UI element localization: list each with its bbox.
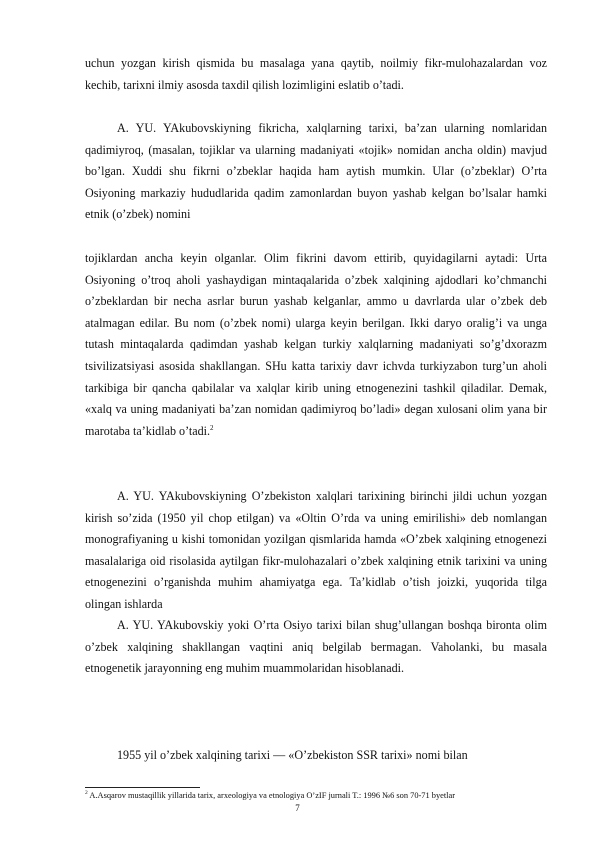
footnote-number: 2 bbox=[85, 790, 88, 797]
paragraph-text: A. YU. YAkubovskiy yoki O’rta Osiyo tarixi bilan shug’ullangan boshqa bironta olim o’zbek xalqining shakllangan vaqtini aniq belgilab bermagan. Vaholanki, bu masala etnogenetik jarayonning eng muhim muammolaridan hisoblanadi. bbox=[85, 618, 547, 676]
paragraph-1955 bbox=[85, 745, 547, 767]
paragraph-text: A. YU. YAkubovskiyning fikricha, xalqlarning tarixi, ba’zan ularning nomlaridan qadimiyroq, (masalan, tojiklar va ularning madaniyati «tojik» nomidan ancha oldin) mavjud bo’lgan. Xuddi shu fikrni o’zbeklar haqida ham aytish mumkin. Ular (o’zbeklar) O’rta Osiyoning markaziy hududlarida qadim zamonlardan buyon yashab kelgan bo’lsalar hamki etnik (o’zbek) nomini bbox=[85, 121, 547, 222]
footnote-divider bbox=[85, 787, 200, 788]
paragraph-text: tojiklardan ancha keyin olganlar. Olim fikrini davom ettirib, quyidagilarni aytadi: Urta Osiyoning o’troq aholi yashaydigan mintaqalarida o’zbek xalqining ajdodlari ko’chmanchi o’zbeklardan bir necha asrlar burun yashab kelganlar, ammo u davrlarda ular o’zbek deb atalmagan edilar. Bu nom (o’zbek nomi) ularga keyin berilgan. Ikki daryo oralig’i va unga tutash mintaqalarda qadimdan yashab kelgan turkiy xalqlarning madaniyati so’g’dxorazm tsivilizatsiyasi asosida shakllangan. SHu katta tarixiy davr ichvda turkiyzabon turg’un aholi tarkibiga bir qancha qabilalar va xalqlar kirib uning etnogenezini tashkil qiladilar. Demak, «xalq va uning madaniyati ba’zan nomidan qadimiyroq bo’ladi» degan xulosani olim yana bir marotaba ta’kidlab o’tadi. bbox=[85, 251, 547, 438]
paragraph-text: 1955 yil o’zbek xalqining tarixi — «O’zbekiston SSR tarixi» nomi bilan bbox=[117, 748, 468, 762]
footnote-reference[interactable]: 2 bbox=[210, 423, 214, 432]
paragraph-continuation bbox=[85, 53, 547, 96]
paragraph-yakubovskiy-opinion bbox=[85, 118, 547, 226]
footnote bbox=[85, 790, 555, 801]
footnote-text: A.Asqarov mustaqillik yillarida tarix, arxeologiya va etnologiya O’zIF jurnali T.: 1996 №6 son 70-71 byetlar bbox=[87, 791, 456, 800]
paragraph-tojiklardan bbox=[85, 248, 547, 442]
paragraph-formation-time bbox=[85, 615, 547, 680]
paragraph-history-volume bbox=[85, 486, 547, 616]
paragraph-text: uchun yozgan kirish qismida bu masalaga yana qaytib, noilmiy fikr-mulohazalardan voz kechib, tarixni ilmiy asosda taxdil qilish lozimligini eslatib o’tadi. bbox=[85, 56, 547, 92]
page-number: 7 bbox=[295, 803, 300, 813]
paragraph-text: A. YU. YAkubovskiyning O’zbekiston xalqlari tarixining birinchi jildi uchun yozgan kirish so’zida (1950 yil chop etilgan) va «Oltin O’rda va uning emirilishi» deb nomlangan monografiyaning u kishi tomonidan yozilgan qismlarida hamda «O’zbek xalqining etnogenezi masalalariga oid risolasida aytilgan fikr-mulohazalari o’zbek xalqining etnik tarixini va uning etnogenezini o’rganishda muhim ahamiyatga ega. Ta’kidlab o’tish joizki, yuqorida tilga olingan ishlarda bbox=[85, 489, 547, 611]
